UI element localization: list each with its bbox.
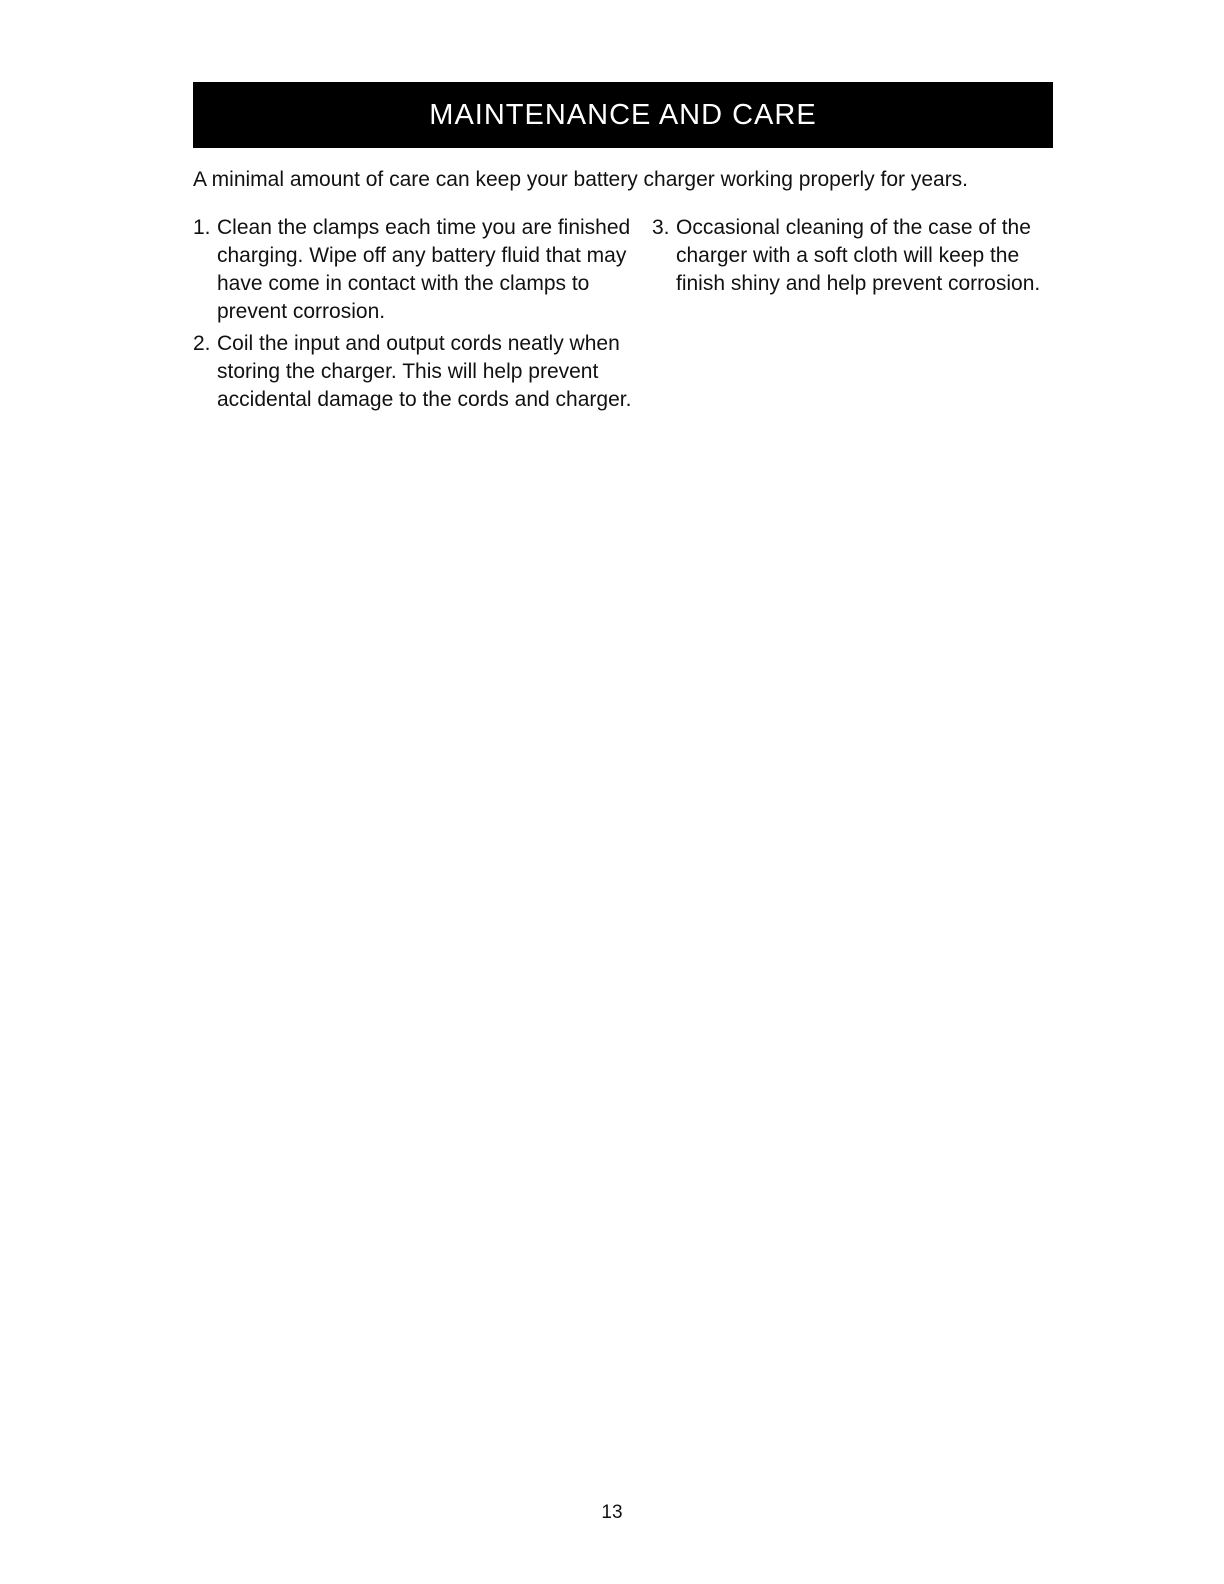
section-header-bar	[193, 82, 1053, 148]
step-number: 3.	[652, 216, 670, 239]
section-title: MAINTENANCE AND CARE	[429, 98, 817, 131]
step-text: Occasional cleaning of the case of the charger with a soft cloth will keep the finish shiny and help prevent corrosion.	[676, 216, 1041, 295]
page-number: 13	[601, 1502, 623, 1523]
steps-column-right	[652, 214, 1062, 302]
step-number: 2.	[193, 332, 211, 355]
list-item	[193, 330, 633, 414]
list-item	[652, 214, 1062, 298]
step-text: Coil the input and output cords neatly when storing the charger. This will help prevent accidental damage to the cords and charger.	[217, 332, 632, 411]
intro-paragraph: A minimal amount of care can keep your battery charger working properly for years.	[193, 168, 969, 191]
steps-column-left	[193, 214, 633, 418]
step-number: 1.	[193, 216, 211, 239]
list-item	[193, 214, 633, 326]
step-text: Clean the clamps each time you are finished charging. Wipe off any battery fluid that may have come in contact with the clamps to prevent corrosion.	[217, 216, 631, 323]
